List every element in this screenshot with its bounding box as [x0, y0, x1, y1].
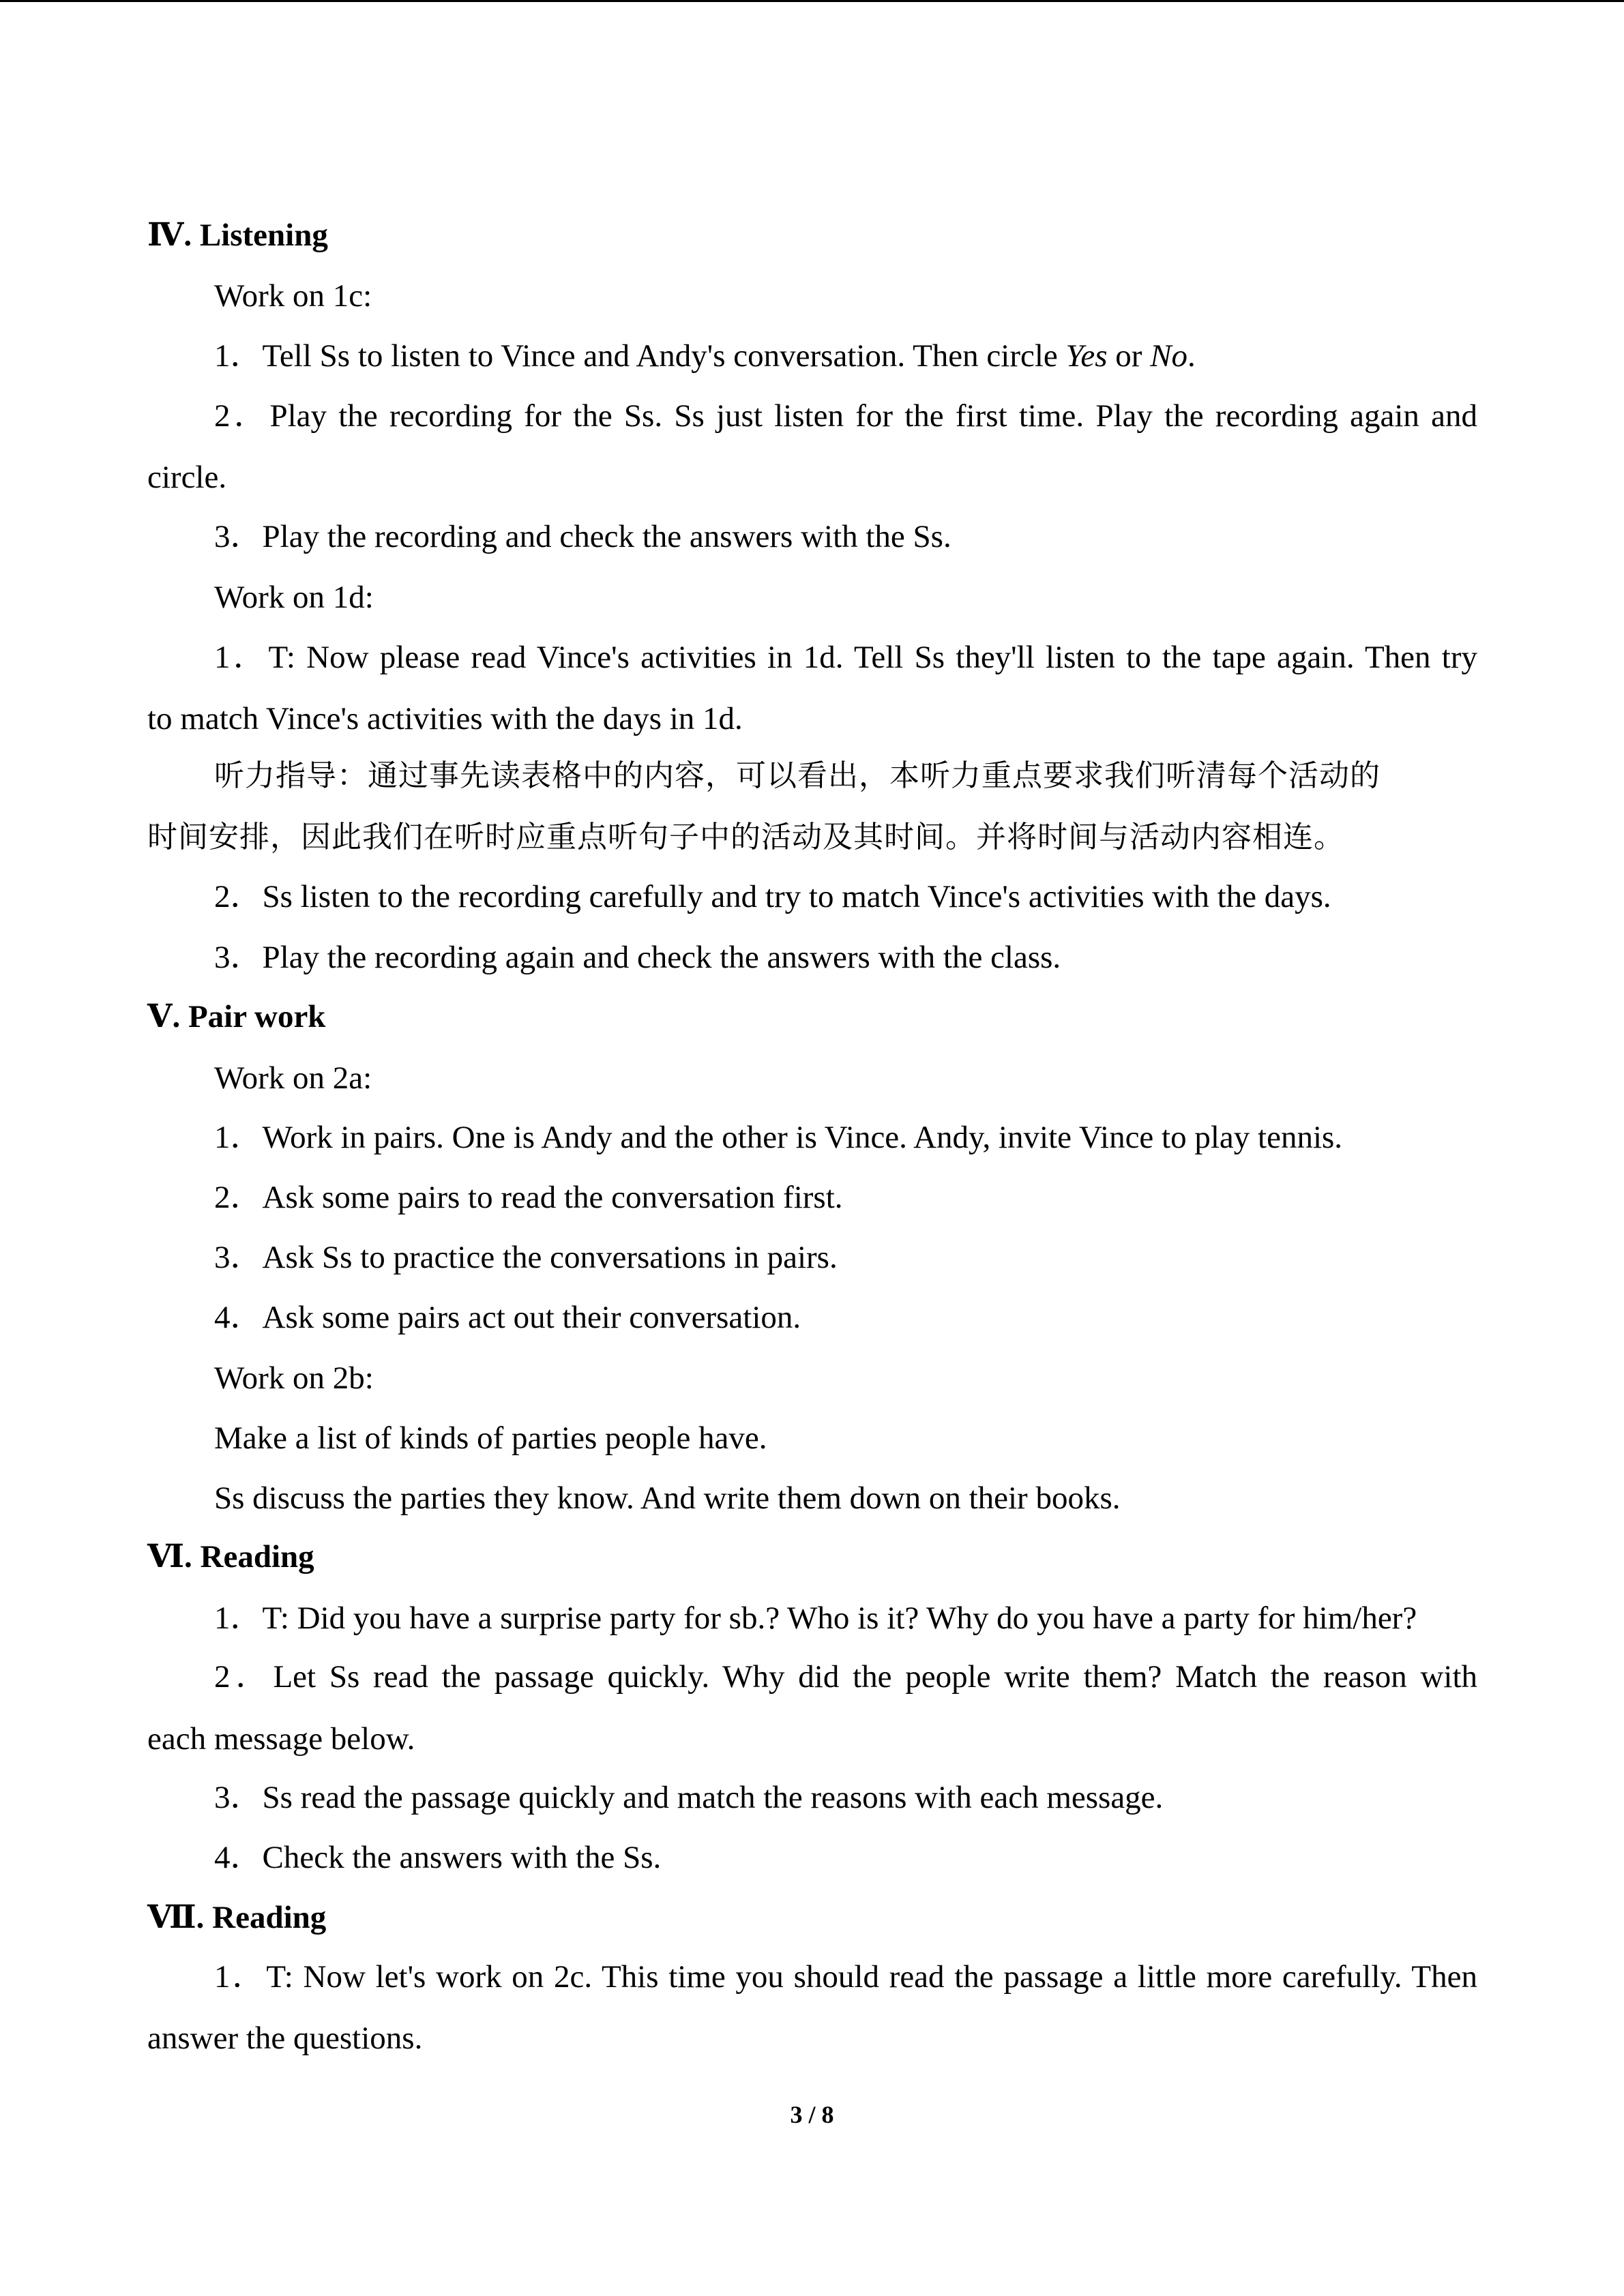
paragraph-line: 1．T: Did you have a surprise party for sb.? Who is it? Why do you have a party for him/her?	[214, 1600, 1417, 1636]
chinese-listening-tip-line: 时间安排，因此我们在听时应重点听句子中的活动及其时间。并将时间与活动内容相连。	[147, 820, 1344, 854]
italic-yes: Yes	[1065, 338, 1108, 374]
section-heading-reading: Ⅶ. Reading	[147, 1900, 327, 1935]
top-border-line	[0, 0, 1624, 2]
paragraph-line: to match Vince's activities with the days in 1d.	[147, 701, 743, 736]
subheading-work-on-2b: Work on 2b:	[214, 1360, 374, 1396]
section-heading-listening: Ⅳ. Listening	[147, 218, 328, 253]
subheading-work-on-1d: Work on 1d:	[214, 580, 374, 615]
section-heading-reading: Ⅵ. Reading	[147, 1539, 314, 1575]
paragraph-line: 2．Ask some pairs to read the conversation first.	[214, 1180, 843, 1215]
paragraph-line: Make a list of kinds of parties people have.	[214, 1420, 767, 1456]
paragraph-line: 3．Play the recording and check the answers with the Ss.	[214, 519, 951, 554]
section-heading-pair-work: Ⅴ. Pair work	[147, 999, 326, 1034]
text-segment: .	[1187, 338, 1196, 374]
paragraph-line: each message below.	[147, 1721, 415, 1757]
paragraph-line: answer the questions.	[147, 2021, 423, 2056]
paragraph-line: 2．Play the recording for the Ss. Ss just listen for the first time. Play the recording again and	[214, 398, 1477, 434]
italic-no: No	[1150, 338, 1188, 374]
paragraph-line: 1．T: Now please read Vince's activities in 1d. Tell Ss they'll listen to the tape again. Then try	[214, 640, 1477, 675]
chinese-listening-tip-line: 听力指导：通过事先读表格中的内容，可以看出，本听力重点要求我们听清每个活动的	[214, 758, 1381, 793]
paragraph-line: 1．Work in pairs. One is Andy and the other is Vince. Andy, invite Vince to play tennis.	[214, 1120, 1343, 1155]
paragraph-line: 4．Check the answers with the Ss.	[214, 1840, 662, 1875]
paragraph-line: 2．Let Ss read the passage quickly. Why did the people write them? Match the reason with	[214, 1659, 1477, 1695]
subheading-work-on-1c: Work on 1c:	[214, 278, 372, 314]
paragraph-line	[214, 336, 1477, 376]
paragraph-line: Ss discuss the parties they know. And write them down on their books.	[214, 1480, 1121, 1516]
paragraph-line: 3．Play the recording again and check the answers with the class.	[214, 940, 1061, 975]
paragraph-line: 4．Ask some pairs act out their conversation.	[214, 1300, 801, 1335]
paragraph-line: 3．Ss read the passage quickly and match the reasons with each message.	[214, 1780, 1164, 1815]
page-number: 3 / 8	[790, 2101, 834, 2128]
paragraph-line: 3．Ask Ss to practice the conversations in pairs.	[214, 1240, 838, 1275]
text-segment: 1．Tell Ss to listen to Vince and Andy's conversation. Then circle	[214, 338, 1066, 374]
text-segment: or	[1107, 338, 1151, 374]
paragraph-line: circle.	[147, 460, 227, 495]
paragraph-line: 2．Ss listen to the recording carefully and try to match Vince's activities with the days.	[214, 879, 1331, 914]
paragraph-line: 1．T: Now let's work on 2c. This time you should read the passage a little more carefully. Then	[214, 1959, 1477, 1995]
subheading-work-on-2a: Work on 2a:	[214, 1060, 372, 1096]
